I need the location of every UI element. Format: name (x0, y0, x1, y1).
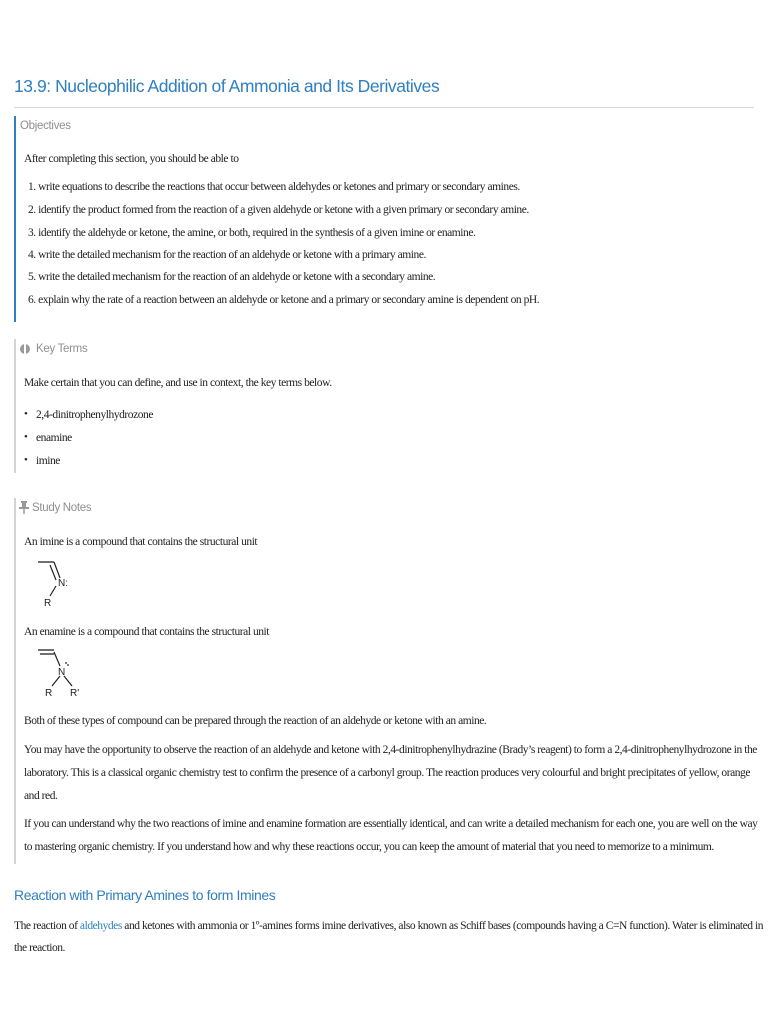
study-paragraph-3-line-2: to mastering organic chemistry. If you understand how and why these reactions occur, you can keep the amount of material that you need to memorize to a minimum. (24, 841, 714, 853)
objective-item-4: 4. write the detailed mechanism for the reaction of an aldehyde or ketone with a primary amine. (28, 249, 426, 261)
study-notes-box (14, 498, 756, 864)
bullet-icon: • (24, 454, 28, 466)
pin-icon (19, 501, 29, 514)
section2-text-before-link: The reaction of (14, 920, 80, 932)
imine-r-label: R (44, 598, 52, 609)
page-title: 13.9: Nucleophilic Addition of Ammonia and Its Derivatives (14, 76, 440, 96)
key-terms-intro: Make certain that you can define, and use in context, the key terms below. (24, 377, 332, 389)
objectives-box (14, 116, 756, 322)
key-term-item: enamine (36, 432, 72, 444)
study-paragraph-2-line-2: laboratory. This is a classical organic chemistry test to confirm the presence of a carbonyl group. The reaction produces very colourful and bright precipitates of yellow, orange (24, 767, 751, 779)
study-paragraph-2-line-1: You may have the opportunity to observe the reaction of an aldehyde and ketone with 2,4-dinitrophenylhydrazine (Brady’s reagent) to form a 2,4-dinitrophenylhydrozone in the (24, 744, 757, 756)
bullet-icon: • (24, 431, 28, 443)
section-heading-primary-amines: Reaction with Primary Amines to form Imines (14, 887, 276, 903)
enamine-r-label: R (45, 688, 53, 699)
objective-item-1: 1. write equations to describe the reactions that occur between aldehydes or ketones and primary or secondary amines. (28, 181, 520, 193)
bullet-icon: • (24, 408, 28, 420)
objectives-heading: Objectives (20, 120, 71, 132)
study-paragraph-1: Both of these types of compound can be prepared through the reaction of an aldehyde or ketone with an amine. (24, 715, 487, 727)
objective-item-3: 3. identify the aldehyde or ketone, the amine, or both, required in the synthesis of a given imine or enamine. (28, 227, 476, 239)
enamine-r-prime-label: R' (70, 688, 80, 699)
objective-item-6: 6. explain why the rate of a reaction between an aldehyde or ketone and a primary or secondary amine is dependent on pH. (28, 294, 540, 306)
imine-structure (36, 556, 96, 612)
imine-text: An imine is a compound that contains the structural unit (24, 536, 258, 548)
key-term-item: 2,4-dinitrophenylhydrozone (36, 409, 154, 421)
key-terms-heading: Key Terms (36, 343, 88, 355)
study-notes-heading: Study Notes (32, 502, 92, 514)
imine-n-label: N: (58, 578, 68, 589)
key-term-item: imine (36, 455, 60, 467)
section2-text-after-link: and ketones with ammonia or 1º-amines forms imine derivatives, also known as Schiff bases (compounds having a C=N function). Water is eliminated in (121, 920, 764, 932)
objective-item-5: 5. write the detailed mechanism for the reaction of an aldehyde or ketone with a secondary amine. (28, 271, 436, 283)
title-divider (14, 107, 754, 108)
aldehydes-link[interactable]: aldehydes (79, 920, 122, 932)
section2-paragraph-line-2: the reaction. (14, 942, 65, 954)
enamine-structure (36, 646, 106, 702)
key-terms-icon (20, 344, 30, 354)
objective-item-2: 2. identify the product formed from the reaction of a given aldehyde or ketone with a given primary or secondary amine. (28, 204, 529, 216)
objectives-intro: After completing this section, you should be able to (24, 153, 239, 165)
enamine-n-label: N (58, 667, 66, 678)
study-paragraph-2-line-3: and red. (24, 790, 58, 802)
study-paragraph-3-line-1: If you can understand why the two reactions of imine and enamine formation are essentially identical, and can write a detailed mechanism for each one, you are well on the way (24, 818, 758, 830)
enamine-text: An enamine is a compound that contains the structural unit (24, 626, 270, 638)
key-terms-box (14, 339, 756, 473)
section2-paragraph-line-1 (14, 919, 763, 933)
